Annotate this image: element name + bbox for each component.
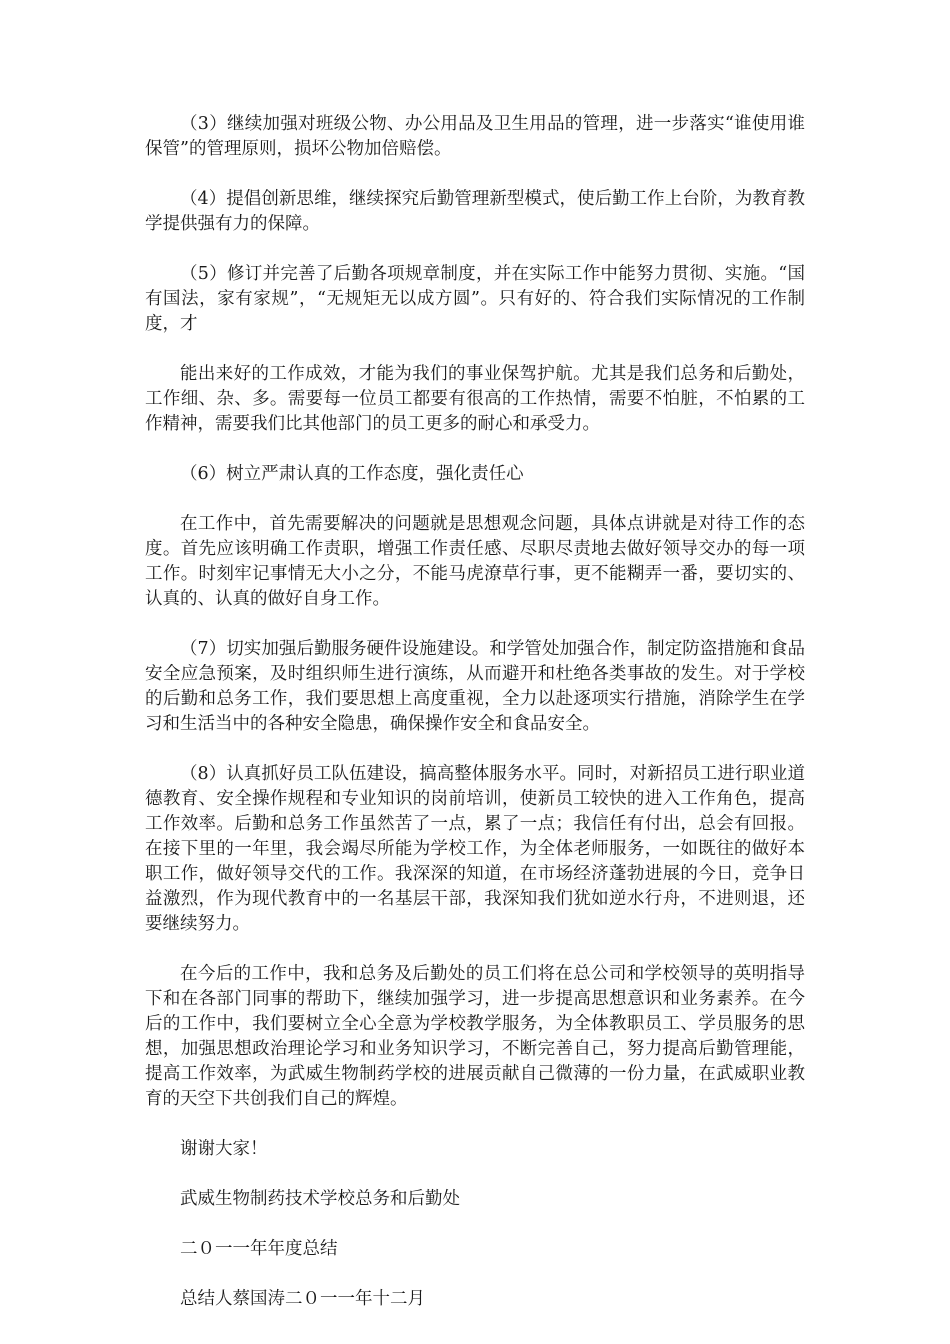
closing-report-title: 二０一一年年度总结 <box>180 1239 338 1259</box>
paragraph-item-5: （5）修订并完善了后勤各项规章制度，并在实际工作中能努力贯彻、实施。“国有国法，家有家规”，“无规矩无以成方圆”。只有好的、符合我们实际情况的工作制度，才 <box>145 264 805 334</box>
paragraph-item-6-body: 在工作中，首先需要解决的问题就是思想观念问题，具体点讲就是对待工作的态度。首先应该明确工作责职，增强工作责任感、尽职尽责地去做好领导交办的每一项工作。时刻牢记事情无大小之分，不能马虎潦草行事，更不能糊弄一番，要切实的、认真的、认真的做好自身工作。 <box>145 514 805 609</box>
closing-organization: 武威生物制药技术学校总务和后勤处 <box>180 1189 460 1209</box>
closing-thanks: 谢谢大家！ <box>180 1139 268 1159</box>
paragraph-item-7: （7）切实加强后勤服务硬件设施建设。和学管处加强合作，制定防盗措施和食品安全应急预案，及时组织师生进行演练，从而避开和杜绝各类事故的发生。对于学校的后勤和总务工作，我们要思想上高度重视，全力以赴逐项实行措施，消除学生在学习和生活当中的各种安全隐患，确保操作安全和食品安全。 <box>145 639 805 734</box>
paragraph-item-6-heading: （6）树立严肃认真的工作态度，强化责任心 <box>180 464 524 484</box>
paragraph-item-5-continued: 能出来好的工作成效，才能为我们的事业保驾护航。尤其是我们总务和后勤处，工作细、杂、多。需要每一位员工都要有很高的工作热情，需要不怕脏，不怕累的工作精神，需要我们比其他部门的员工更多的耐心和承受力。 <box>145 364 805 434</box>
closing-signature: 总结人蔡国涛二０一一年十二月 <box>180 1289 425 1309</box>
paragraph-item-8: （8）认真抓好员工队伍建设，搞高整体服务水平。同时，对新招员工进行职业道德教育、安全操作规程和专业知识的岗前培训，使新员工较快的进入工作角色，提高工作效率。后勤和总务工作虽然苦了一点，累了一点；我信任有付出，总会有回报。在接下里的一年里，我会竭尽所能为学校工作，为全体老师服务，一如既往的做好本职工作，做好领导交代的工作。我深深的知道，在市场经济蓬勃进展的今日，竞争日益激烈，作为现代教育中的一名基层干部，我深知我们犹如逆水行舟，不进则退，还要继续努力。 <box>145 764 805 934</box>
document-page <box>145 112 805 1337</box>
paragraph-item-4: （4）提倡创新思维，继续探究后勤管理新型模式，使后勤工作上台阶，为教育教学提供强有力的保障。 <box>145 189 805 234</box>
paragraph-item-3: （3）继续加强对班级公物、办公用品及卫生用品的管理，进一步落实“谁使用谁保管”的管理原则，损坏公物加倍赔偿。 <box>145 114 805 159</box>
paragraph-future-work: 在今后的工作中，我和总务及后勤处的员工们将在总公司和学校领导的英明指导下和在各部门同事的帮助下，继续加强学习，进一步提高思想意识和业务素养。在今后的工作中，我们要树立全心全意为学校教学服务，为全体教职员工、学员服务的思想，加强思想政治理论学习和业务知识学习，不断完善自己，努力提高后勤管理能，提高工作效率，为武威生物制药学校的进展贡献自己微薄的一份力量，在武威职业教育的天空下共创我们自己的辉煌。 <box>145 964 805 1109</box>
